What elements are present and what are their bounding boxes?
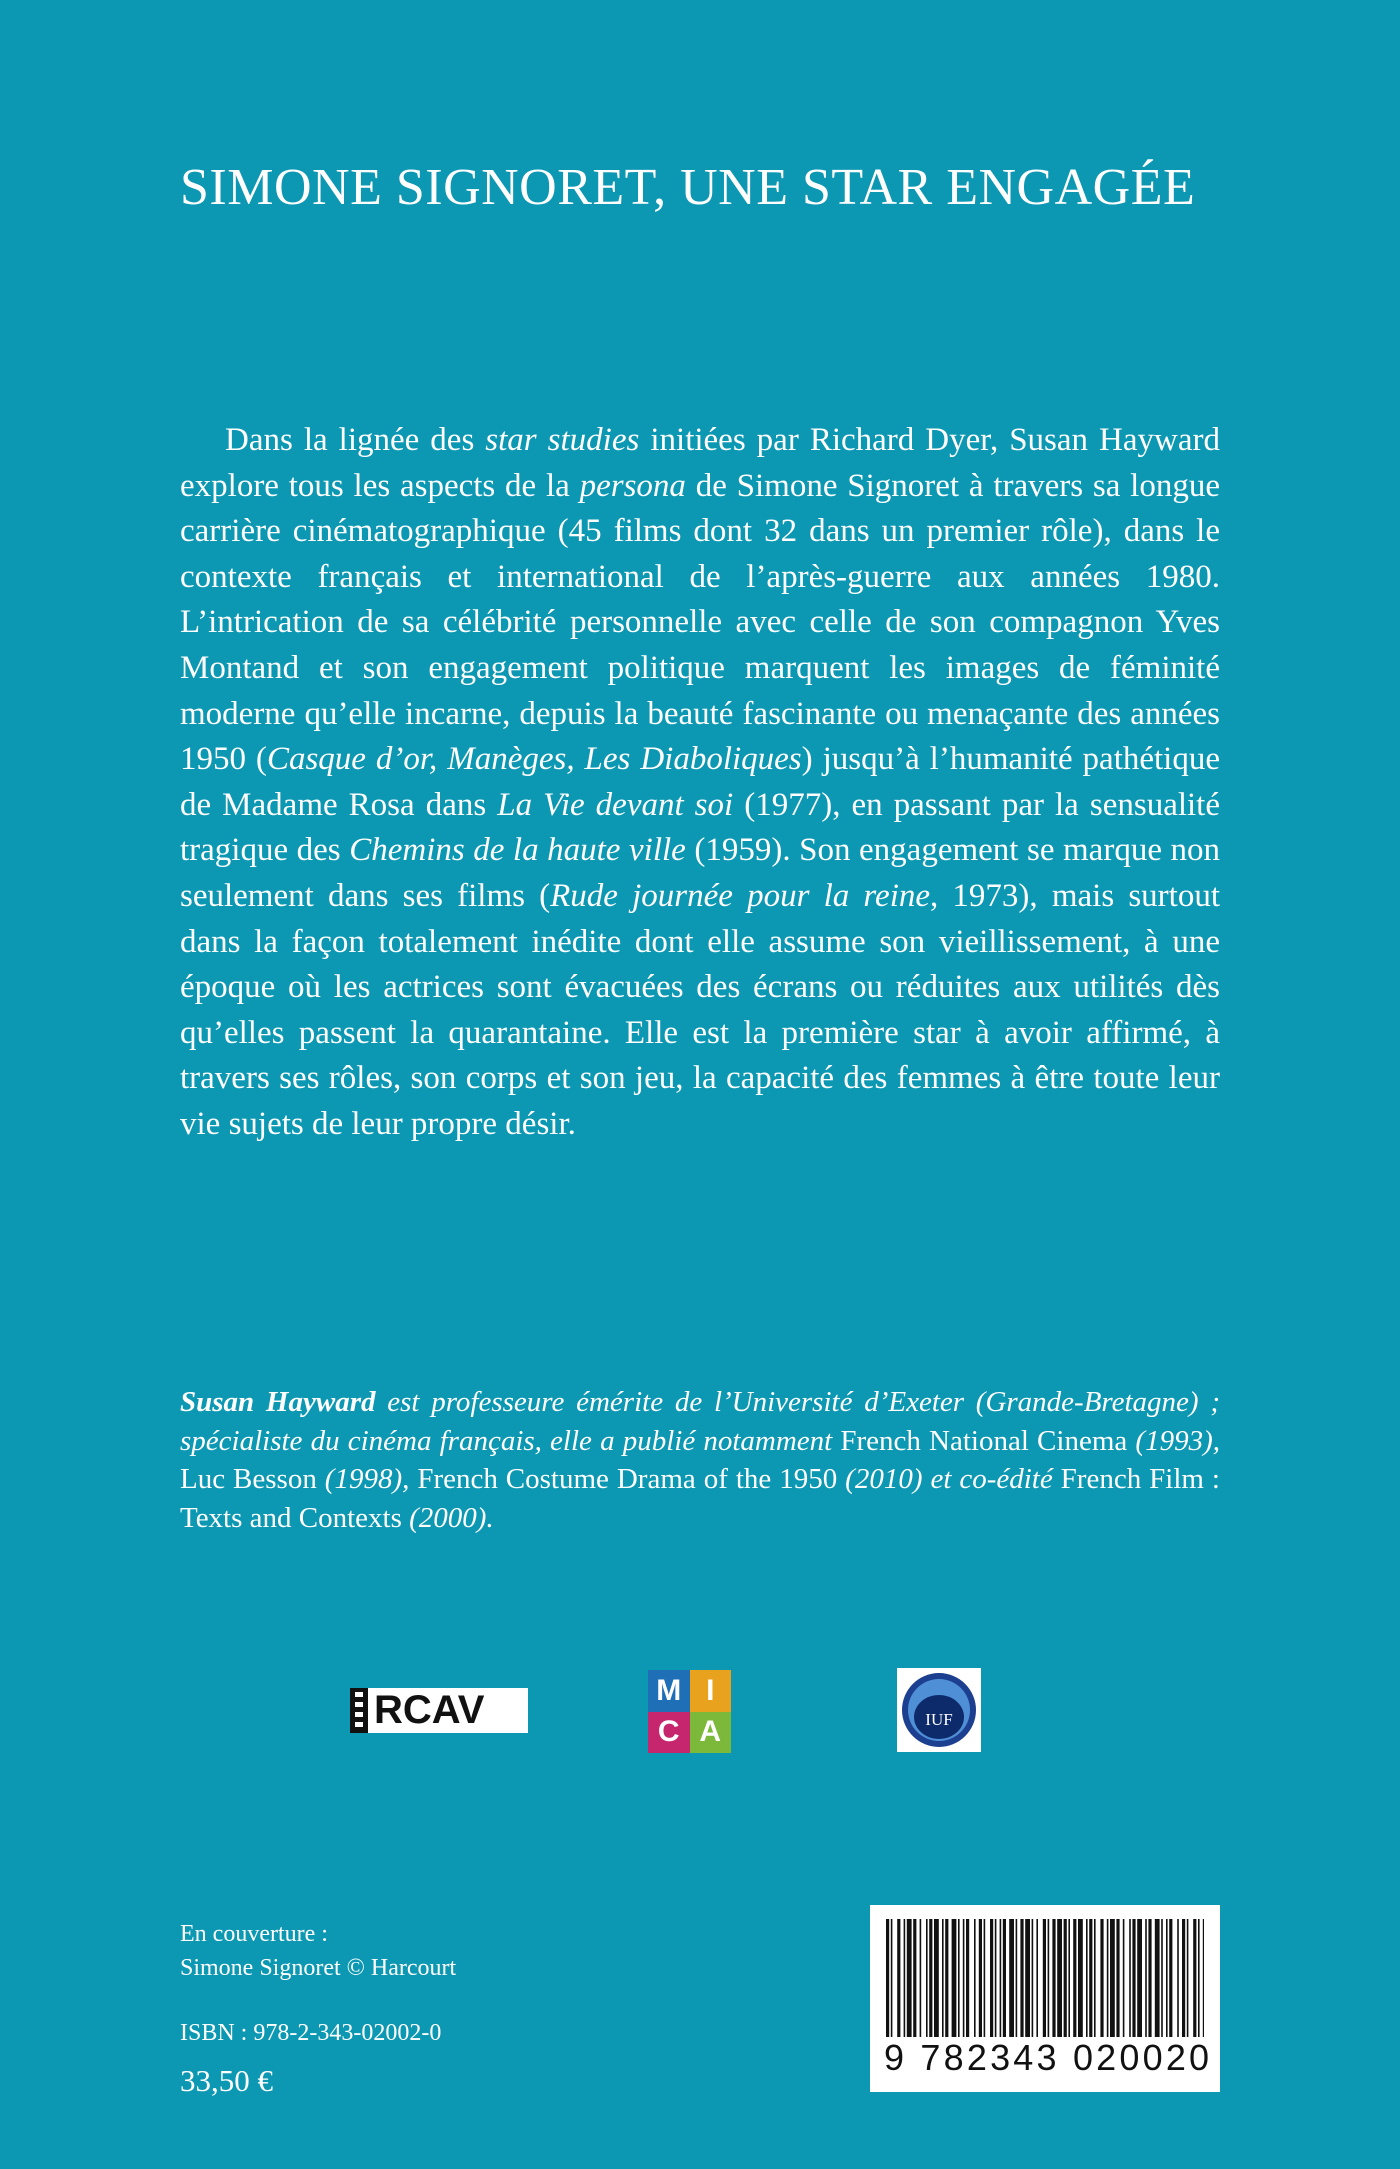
barcode-bar <box>891 1919 893 2037</box>
barcode-bar <box>979 1919 982 2037</box>
price: 33,50 € <box>180 2063 273 2098</box>
barcode-bar <box>1043 1919 1046 2037</box>
barcode-bar <box>934 1919 939 2037</box>
barcode-bar <box>1086 1919 1088 2037</box>
barcode-bar <box>1182 1919 1185 2037</box>
barcode-bar <box>1166 1919 1168 2037</box>
barcode-bar <box>958 1919 960 2037</box>
barcode-bar <box>897 1919 900 2037</box>
barcode-bar <box>1161 1919 1163 2037</box>
isbn: ISBN : 978-2-343-02002-0 <box>180 2020 442 2046</box>
barcode-bar <box>966 1919 969 2037</box>
barcode-bar <box>1198 1919 1200 2037</box>
barcode-bar <box>1187 1919 1189 2037</box>
barcode-bars <box>886 1919 1204 2037</box>
book-title: SIMONE SIGNORET, UNE STAR ENGAGÉE <box>180 159 1196 216</box>
barcode-bar <box>1048 1919 1050 2037</box>
barcode-bar <box>1094 1919 1096 2037</box>
barcode-bar <box>974 1919 976 2037</box>
barcode-bar <box>929 1919 932 2037</box>
barcode-bar <box>913 1919 916 2037</box>
barcode-bar <box>1016 1919 1018 2037</box>
barcode-digits: 9 782343 020020 <box>884 2037 1213 2078</box>
barcode-bar <box>945 1919 948 2037</box>
iuf-emblem-icon <box>899 1670 979 1750</box>
mica-letter: M <box>648 1670 690 1712</box>
barcode-bar <box>1116 1919 1119 2037</box>
barcode-bar <box>907 1919 912 2037</box>
barcode-bar <box>1193 1919 1196 2037</box>
barcode-bar <box>1132 1919 1135 2037</box>
barcode-bar <box>1025 1919 1030 2037</box>
barcode-bar <box>1100 1919 1103 2037</box>
mica-letter: C <box>648 1712 690 1754</box>
barcode-bar <box>1057 1919 1062 2037</box>
mica-letter: I <box>690 1670 732 1712</box>
barcode-bar <box>1068 1919 1070 2037</box>
barcode-bar <box>1145 1919 1147 2037</box>
book-description: Dans la lignée des star studies initiées par Richard Dyer, Susan Hayward explore tous les aspects de la persona de Simone Signoret à travers sa longue carrière cinématographique (45 films dont 32 dans un premier rôle), dans le contexte français et international de l’après-guerre aux années 1980. L’intrication de sa célébrité personnelle avec celle de son compagnon Yves Montand et son engagement politique marquent les images de féminité moderne qu’elle incarne, depuis la beauté fascinante ou menaçante des années 1950 (Casque d’or, Manèges, Les Diaboliques) jusqu’à l’humanité pathétique de Madame Rosa dans La Vie devant soi (1977), en passant par la sensualité tragique des Chemins de la haute ville (1959). Son engagement se marque non seulement dans ses films (Rude journée pour la reine, 1973), mais surtout dans la façon totalement inédite dont elle assume son vieillissement, à une époque où les actrices sont évacuées des écrans ou réduites aux utilités dès qu’elles passent la quarantaine. Elle est la première star à avoir affirmé, à travers ses rôles, son corps et son jeu, la capacité des femmes à être toute leur vie sujets de leur propre désir. <box>180 422 1221 1142</box>
barcode-bar <box>952 1919 957 2037</box>
mica-letter: A <box>690 1712 732 1754</box>
cover-credit: En couverture : Simone Signoret © Harcourt <box>180 1921 457 1981</box>
barcode-bar <box>1009 1919 1014 2037</box>
barcode-bar <box>920 1919 922 2037</box>
barcode-bar <box>886 1919 889 2037</box>
barcode-bar <box>1169 1919 1172 2037</box>
barcode-bar <box>1123 1919 1125 2037</box>
barcode-bar <box>1000 1919 1002 2037</box>
mica-logo <box>648 1670 731 1753</box>
barcode <box>870 1905 1220 2092</box>
barcode-bar <box>904 1919 906 2037</box>
svg-text:IUF: IUF <box>925 1710 953 1729</box>
barcode-bar <box>1148 1919 1151 2037</box>
barcode-bar <box>1155 1919 1160 2037</box>
barcode-bar <box>990 1919 993 2037</box>
barcode-bar <box>942 1919 944 2037</box>
barcode-bar <box>963 1919 965 2037</box>
barcode-bar <box>1073 1919 1076 2037</box>
barcode-bar <box>1129 1919 1131 2037</box>
barcode-bar <box>1052 1919 1055 2037</box>
barcode-bar <box>1032 1919 1034 2037</box>
barcode-bar <box>1110 1919 1115 2037</box>
barcode-bar <box>1203 1919 1204 2037</box>
barcode-bar <box>1177 1919 1179 2037</box>
iuf-logo <box>897 1668 981 1752</box>
author-name: Susan Hayward <box>180 1386 376 1418</box>
barcode-bar <box>1036 1919 1038 2037</box>
barcode-bar <box>984 1919 986 2037</box>
rcav-logo: RCAV <box>350 1688 528 1733</box>
barcode-bar <box>1020 1919 1023 2037</box>
barcode-bar <box>1089 1919 1092 2037</box>
author-bio: Susan Hayward est professeure émérite de l’Université d’Exeter (Grande-Bretagne) ; spécialiste du cinéma français, elle a publié notamment French National Cinema (1993), Luc Besson (1998), French Costume Drama of the 1950 (2010) et co-édité French Film : Texts and Contexts (2000). <box>180 1386 1220 1534</box>
barcode-bar <box>926 1919 928 2037</box>
barcode-bar <box>1107 1919 1109 2037</box>
barcode-bar <box>1064 1919 1067 2037</box>
barcode-bar <box>1137 1919 1142 2037</box>
film-strip-icon <box>350 1688 368 1733</box>
barcode-bar <box>1003 1919 1006 2037</box>
barcode-bar <box>995 1919 997 2037</box>
barcode-bar <box>1078 1919 1083 2037</box>
